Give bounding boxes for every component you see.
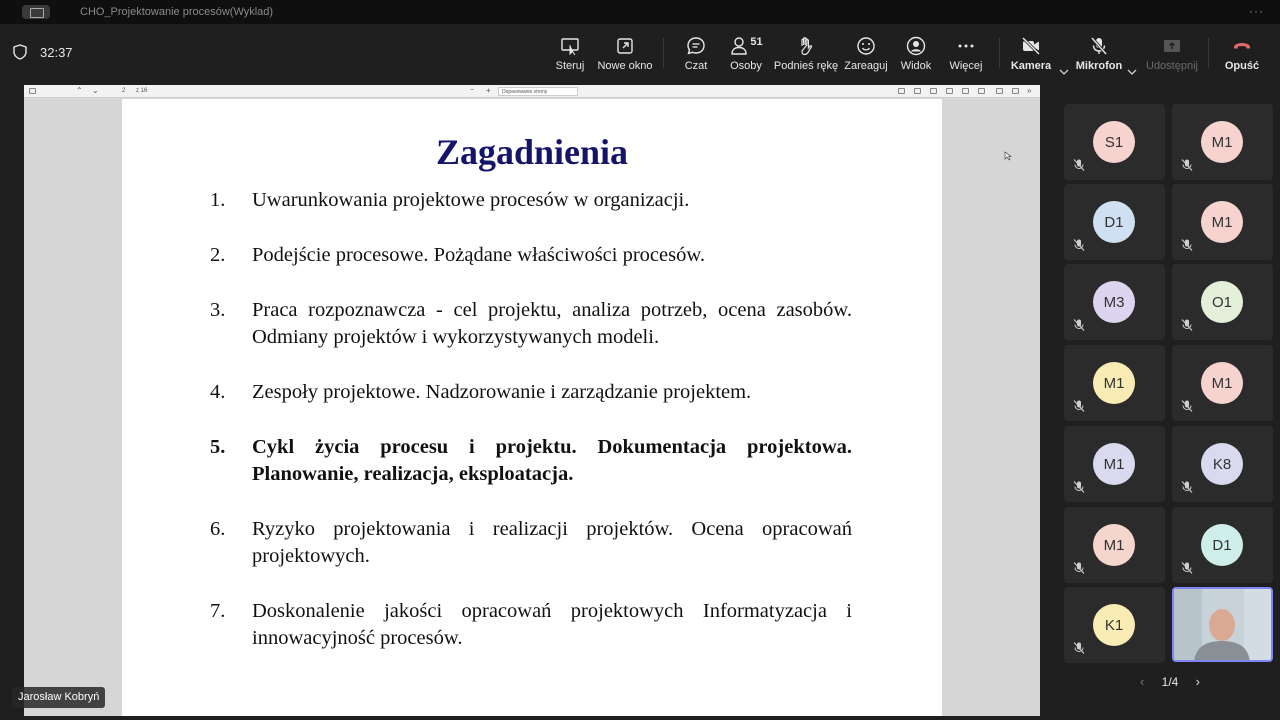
hand-icon	[796, 36, 816, 56]
raise-hand-button[interactable]	[773, 36, 839, 76]
avatar: K8	[1201, 443, 1243, 485]
control-label: Steruj	[555, 60, 585, 72]
presenter-video-tile[interactable]	[1172, 587, 1273, 662]
camera-label: Kamera	[1010, 60, 1052, 72]
muted-mic-icon	[1072, 561, 1086, 575]
shared-screen	[24, 85, 1040, 716]
pdf-page-total: z 16	[136, 88, 148, 94]
more-options-icon[interactable]: ···	[1249, 4, 1264, 18]
react-label: Zareaguj	[844, 60, 888, 72]
muted-mic-icon	[1072, 480, 1086, 494]
view-icon	[906, 36, 926, 56]
zoom-in-icon[interactable]: +	[486, 86, 491, 95]
people-count: 51	[750, 36, 763, 48]
muted-mic-icon	[1180, 238, 1194, 252]
hang-up-icon	[1232, 36, 1252, 56]
raise-hand-label: Podnieś rękę	[773, 60, 839, 72]
microphone-off-icon	[1089, 36, 1109, 56]
muted-mic-icon	[1180, 158, 1194, 172]
view-label: Widok	[900, 60, 932, 72]
avatar: M3	[1093, 281, 1135, 323]
avatar: M1	[1093, 443, 1135, 485]
muted-mic-icon	[1072, 238, 1086, 252]
meeting-timer: 32:37	[40, 45, 73, 60]
next-page-chevron-icon[interactable]: ›	[1195, 674, 1200, 689]
avatar: D1	[1093, 201, 1135, 243]
title-bar	[0, 0, 1280, 24]
expand-icon[interactable]: »	[1027, 86, 1032, 95]
avatar: O1	[1201, 281, 1243, 323]
participant-tile[interactable]	[1064, 587, 1165, 663]
microphone-label: Mikrofon	[1075, 60, 1123, 72]
participant-pager	[1140, 674, 1200, 689]
slide-title: Zagadnienia	[435, 132, 629, 172]
meeting-toolbar	[0, 24, 1280, 82]
highlight-icon[interactable]	[914, 88, 921, 94]
muted-mic-icon	[1180, 318, 1194, 332]
participant-tile[interactable]	[1172, 184, 1273, 260]
pdf-page	[122, 99, 942, 716]
muted-mic-icon	[1180, 399, 1194, 413]
app-icon[interactable]	[22, 5, 50, 19]
people-button[interactable]	[716, 36, 776, 76]
avatar: D1	[1201, 524, 1243, 566]
camera-options-chevron-icon[interactable]	[1059, 68, 1069, 76]
control-icon	[560, 36, 580, 56]
participant-tile[interactable]	[1064, 507, 1165, 583]
pager-label: 1/4	[1161, 674, 1179, 689]
presenter-name-tag: Jarosław Kobryń	[12, 687, 105, 708]
muted-mic-icon	[1180, 480, 1194, 494]
avatar: K1	[1093, 604, 1135, 646]
topic-item: 6. Ryzyko projektowania i realizacji projektów. Ocena opracowań projektowych.	[210, 518, 852, 567]
avatar: M1	[1093, 524, 1135, 566]
avatar: M1	[1093, 362, 1135, 404]
participant-tile[interactable]	[1172, 104, 1273, 180]
topic-item: 2. Podejście procesowe. Pożądane właściwości procesów.	[210, 244, 705, 266]
avatar: M1	[1201, 362, 1243, 404]
camera-button[interactable]	[1001, 36, 1061, 76]
pdf-page-number[interactable]: 2	[122, 88, 126, 94]
chat-icon	[686, 36, 706, 56]
participant-tile[interactable]	[1172, 507, 1273, 583]
next-page-icon[interactable]: ⌄	[92, 86, 99, 95]
share-button[interactable]	[1142, 36, 1202, 76]
presenter-video	[1172, 587, 1273, 662]
participant-tile[interactable]	[1064, 345, 1165, 421]
participant-tile[interactable]	[1064, 264, 1165, 340]
topic-item: 7. Doskonalenie jakości opracowań projektowych Informatyzacja i innowacyjność procesów.	[210, 600, 852, 649]
print-icon[interactable]	[996, 88, 1003, 94]
muted-mic-icon	[1072, 641, 1086, 655]
zoom-out-icon[interactable]: −	[470, 87, 475, 94]
pop-out-label: Nowe okno	[597, 60, 653, 72]
eraser-icon[interactable]	[962, 88, 969, 94]
share-label: Udostępnij	[1146, 60, 1198, 72]
pop-out-button[interactable]	[595, 36, 655, 76]
topic-item: 3. Praca rozpoznawcza - cel projektu, analiza potrzeb, ocena zasobów. Odmiany projektów i wykorzystywanych modeli.	[210, 299, 852, 348]
people-label: Osoby	[730, 60, 762, 72]
topic-item: 1. Uwarunkowania projektowe procesów w organizacji.	[210, 189, 690, 211]
comment-icon[interactable]	[898, 88, 905, 94]
previous-page-icon[interactable]: ⌃	[76, 86, 83, 95]
control-button[interactable]	[540, 36, 600, 76]
microphone-options-chevron-icon[interactable]	[1127, 68, 1137, 76]
participant-tile[interactable]	[1064, 426, 1165, 502]
toolbar-divider	[999, 38, 1000, 68]
shield-icon	[13, 44, 27, 60]
leave-label: Opuść	[1224, 60, 1260, 72]
sidebar-toggle-icon[interactable]	[29, 88, 36, 94]
previous-page-chevron-icon[interactable]: ‹	[1140, 674, 1145, 689]
text-tool-icon[interactable]	[946, 88, 953, 94]
participant-tile[interactable]	[1172, 345, 1273, 421]
avatar: M1	[1201, 121, 1243, 163]
topic-item: 4. Zespoły projektowe. Nadzorowanie i zarządzanie projektem.	[210, 381, 752, 403]
more-button[interactable]	[936, 36, 996, 76]
muted-mic-icon	[1072, 158, 1086, 172]
chat-label: Czat	[684, 60, 708, 72]
toolbar-divider	[663, 38, 664, 68]
ellipsis-icon	[956, 36, 976, 56]
settings-icon[interactable]	[1012, 88, 1019, 94]
participant-tile[interactable]	[1172, 426, 1273, 502]
camera-off-icon	[1021, 36, 1041, 56]
save-icon[interactable]	[978, 88, 985, 94]
smiley-icon	[856, 36, 876, 56]
zoom-select[interactable]: Dopasowanie strony	[498, 87, 578, 96]
share-screen-icon	[1162, 36, 1182, 56]
leave-button[interactable]	[1212, 36, 1272, 76]
topic-item-highlighted: 5. Cykl życia procesu i projektu. Dokumentacja projektowa. Planowanie, realizacja, eksploatacja.	[210, 436, 852, 485]
participant-tile[interactable]	[1064, 184, 1165, 260]
microphone-button[interactable]	[1069, 36, 1129, 76]
participant-tile[interactable]	[1172, 264, 1273, 340]
muted-mic-icon	[1180, 561, 1194, 575]
avatar: M1	[1201, 201, 1243, 243]
pop-out-icon	[615, 36, 635, 56]
draw-icon[interactable]	[930, 88, 937, 94]
more-label: Więcej	[949, 60, 983, 72]
window-title: CHO_Projektowanie procesów(Wyklad)	[80, 6, 274, 18]
participant-tile[interactable]	[1064, 104, 1165, 180]
avatar: S1	[1093, 121, 1135, 163]
toolbar-divider	[1208, 38, 1209, 68]
people-icon	[729, 36, 749, 56]
muted-mic-icon	[1072, 399, 1086, 413]
muted-mic-icon	[1072, 318, 1086, 332]
mouse-cursor-icon	[1004, 151, 1012, 161]
pdf-viewer-toolbar	[24, 85, 1040, 98]
